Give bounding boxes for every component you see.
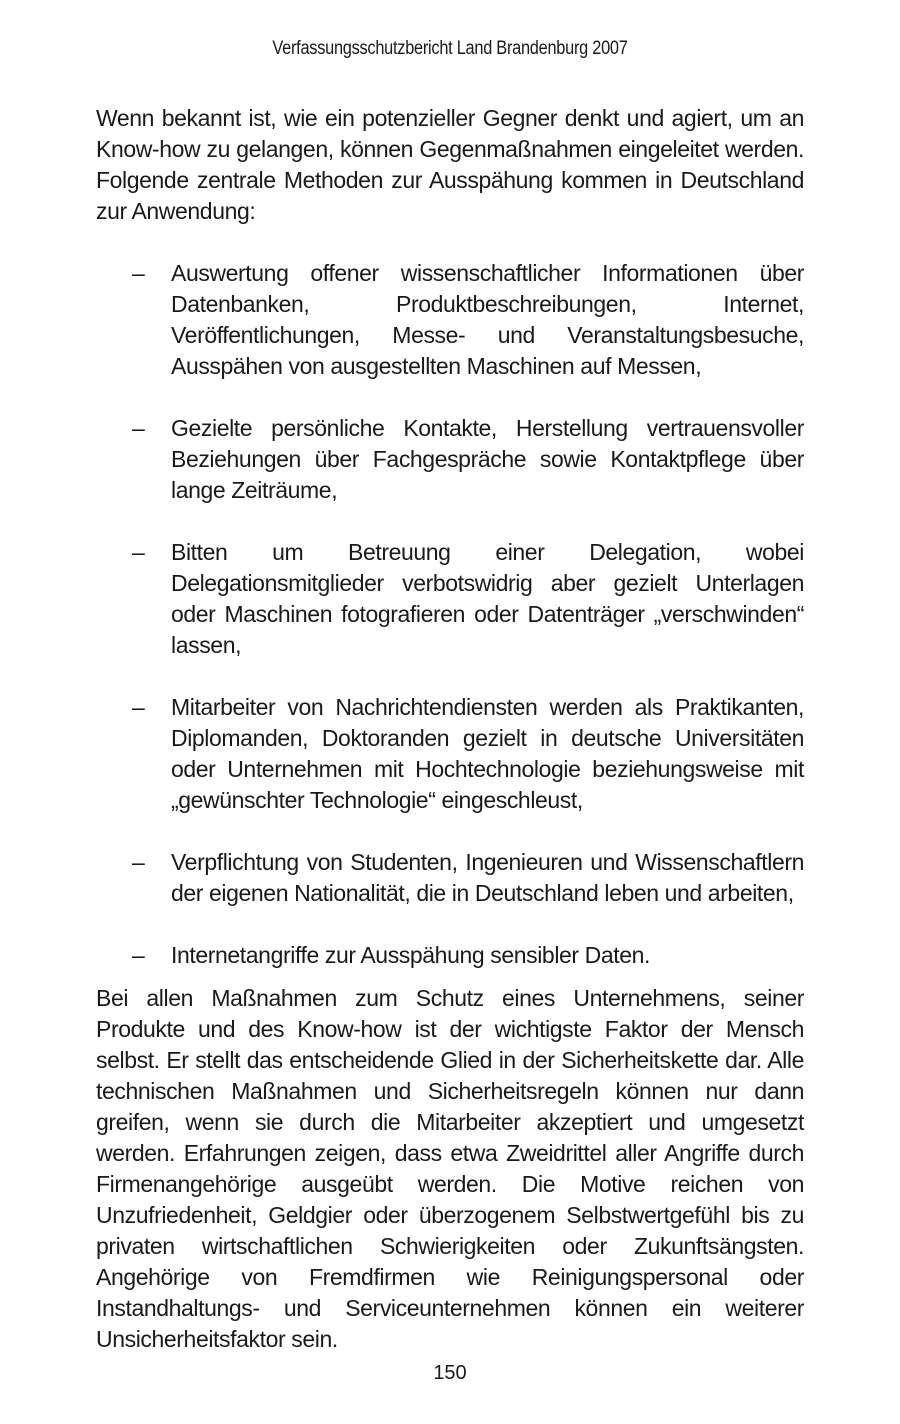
list-item-text: Auswertung offener wissenschaftlicher Informationen über Datenbanken, Produktbeschreibungen, Internet, Veröffentlichungen, Messe- und Veranstaltungsbesuche, Ausspähen von ausgestellten Maschinen auf Messen, bbox=[171, 260, 804, 379]
closing-paragraph: Bei allen Maßnahmen zum Schutz eines Unternehmens, seiner Produkte und des Know-how ist der wichtigste Faktor der Mensch selbst. Er stellt das entscheidende Glied in der Sicherheitskette dar. Alle technischen Maßnahmen und Sicherheitsregeln können nur dann greifen, wenn sie durch die Mitarbeiter akzeptiert und umgesetzt werden. Erfahrungen zeigen, dass etwa Zweidrittel aller Angriffe durch Firmenangehörige ausgeübt werden. Die Motive reichen von Unzufriedenheit, Geldgier oder überzogenem Selbstwertgefühl bis zu privaten wirtschaftlichen Schwierigkeiten oder Zukunftsängsten. Angehörige von Fremdfirmen wie Reinigungspersonal oder Instandhaltungs- und Serviceunternehmen können ein weiterer Unsicherheitsfaktor sein. bbox=[96, 985, 804, 1352]
list-item bbox=[96, 537, 804, 661]
methods-list bbox=[96, 258, 804, 1002]
dash-marker: – bbox=[132, 539, 145, 565]
page-number: 150 bbox=[433, 1362, 467, 1384]
list-item-text: Verpflichtung von Studenten, Ingenieuren und Wissenschaftlern der eigenen Nationalität, die in Deutschland leben und arbeiten, bbox=[171, 849, 804, 906]
dash-marker: – bbox=[132, 694, 145, 720]
list-item bbox=[96, 847, 804, 909]
list-item-text: Gezielte persönliche Kontakte, Herstellung vertrauensvoller Beziehungen über Fachgespräche sowie Kontaktpflege über lange Zeiträume, bbox=[171, 415, 804, 503]
dash-marker: – bbox=[132, 942, 145, 968]
list-item bbox=[96, 940, 804, 971]
list-item bbox=[96, 413, 804, 506]
list-item bbox=[96, 258, 804, 382]
list-item-text: Mitarbeiter von Nachrichtendiensten werden als Praktikanten, Diplomanden, Doktoranden gezielt in deutsche Universitäten oder Unternehmen mit Hochtechnologie beziehungsweise mit „gewünschter Technologie“ eingeschleust, bbox=[171, 694, 804, 813]
page-header: Verfassungsschutzbericht Land Brandenburg 2007 bbox=[272, 38, 628, 59]
dash-marker: – bbox=[132, 849, 145, 875]
list-item bbox=[96, 692, 804, 816]
dash-marker: – bbox=[132, 415, 145, 441]
dash-marker: – bbox=[132, 260, 145, 286]
list-item-text: Bitten um Betreuung einer Delegation, wobei Delegationsmitglieder verbotswidrig aber gezielt Unterlagen oder Maschinen fotografieren oder Datenträger „verschwinden“ lassen, bbox=[171, 539, 804, 658]
list-item-text: Internetangriffe zur Ausspähung sensibler Daten. bbox=[171, 942, 651, 968]
intro-paragraph: Wenn bekannt ist, wie ein potenzieller Gegner denkt und agiert, um an Know-how zu gelangen, können Gegenmaßnahmen eingeleitet werden. Folgende zentrale Methoden zur Ausspähung kommen in Deutschland zur Anwendung: bbox=[96, 105, 804, 224]
